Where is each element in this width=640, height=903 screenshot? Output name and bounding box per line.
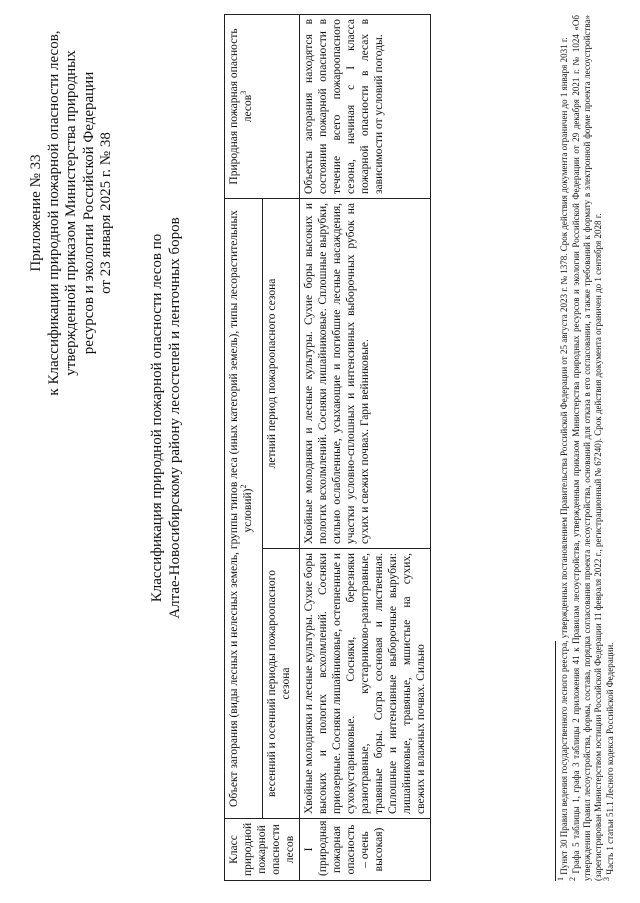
- class-description: (природная пожарная опасность – очень высокая): [317, 820, 385, 876]
- table-row: [300, 14, 431, 880]
- appendix-line: утвержденной приказом Министерства природных: [63, 50, 79, 376]
- appendix-line: ресурсов и экологии Российской Федерации: [80, 71, 97, 355]
- header-class: Класс природной пожарной опасности лесов: [225, 819, 300, 881]
- classification-table: [224, 14, 431, 881]
- cell-spring: Хвойные молодняки и лесные культуры. Сухие боры высоких и пологих всхолмлений. Сосняки приозерные. Сосняки лишайниковые, остепненные и сухокустарниковые. Сосняки, березняки разнотравные, кустарниково-разнотравные, травяные боры. Согра сосновая и лиственная. Сплошные и интенсивные выборочные вырубки: лишайниковые, травяные, мшистые на сухих, свежих и влажных почвах. Сильно: [300, 549, 431, 819]
- header-object: Объект загорания (виды лесных и нелесных земель, группы типов леса (иных категорий земель), типы лесорастительных условий)$^2$: [225, 198, 263, 818]
- footnote-divider: [555, 641, 556, 881]
- title-line: Классификация природной пожарной опасности лесов по: [149, 233, 165, 603]
- cell-summer: Хвойные молодняки и лесные культуры. Сухие боры высоких и пологих всхолмлений. Сосняки лишайниковые. Сплошные вырубки, сильно ослабленные, усыхающие и погибшие лесные насаждения, участки условно-сплошных и интенсивных выборочных рубок на сухих и свежих почвах. Гари вейниковые.: [300, 198, 431, 548]
- footnote: $^3$ Часть 1 статьи 51.1 Лесного кодекса Российской Федерации.: [602, 642, 615, 881]
- appendix-header: [28, 3, 116, 423]
- header-danger: Природная пожарная опасность лесов$^3$: [225, 14, 300, 198]
- footnote-ref: 2: [239, 484, 249, 489]
- appendix-line: от 23 января 2025 г. № 38: [98, 132, 114, 294]
- cell-danger: Объекты загорания находятся в состоянии пожарной опасности в течение всего пожароопасного сезона, начиная с I класса пожарной опасности в лесах в зависимости от условий погоды.: [300, 14, 431, 198]
- document-title: [148, 93, 184, 743]
- table-header-row: [225, 14, 263, 880]
- header-summer: летний период пожароопасного сезона: [262, 198, 300, 548]
- appendix-line: Приложение № 33: [28, 154, 44, 272]
- header-spring: весенний и осенний периоды пожароопасного сезона: [262, 549, 300, 819]
- cell-class: [300, 819, 431, 881]
- footnote-ref: 3: [239, 90, 249, 95]
- footnotes: [555, 15, 617, 881]
- title-line: Алтае-Новосибирскому району лесостепей и ленточных боров: [167, 217, 183, 619]
- footnote: $^2$ Графа 5 таблицы 1, графа 3 таблицы 2 приложения 41 к Правилам лесоустройства, утвержденным приказом Министерства природных ресурсов и экологии Российской Федерации от 29 декабря 2021 г. № 1024 «Об утверждении Правил лесоустройства, формы, состава, порядка согласования проекта лесоустройства, оснований для отказа в его согласовании, а также требований к формату в электронной форме проекта лесоустройства» (зарегистрирован Министерством юстиции Российской Федерации 11 февраля 2022 г., регистрационный № 67240). Срок действия документа ограничен до 1 сентября 2028 г.: [568, 14, 603, 881]
- appendix-line: к Классификации природной пожарной опасности лесов,: [45, 30, 62, 396]
- class-number: I: [303, 847, 315, 852]
- footnote: $^1$ Пункт 30 Правил ведения государственного лесного реестра, утвержденных постановлением Правительства Российской Федерации от 25 августа 2023 г. № 1378. Срок действия документа ограничен до 1 января 2031 г.: [556, 37, 569, 881]
